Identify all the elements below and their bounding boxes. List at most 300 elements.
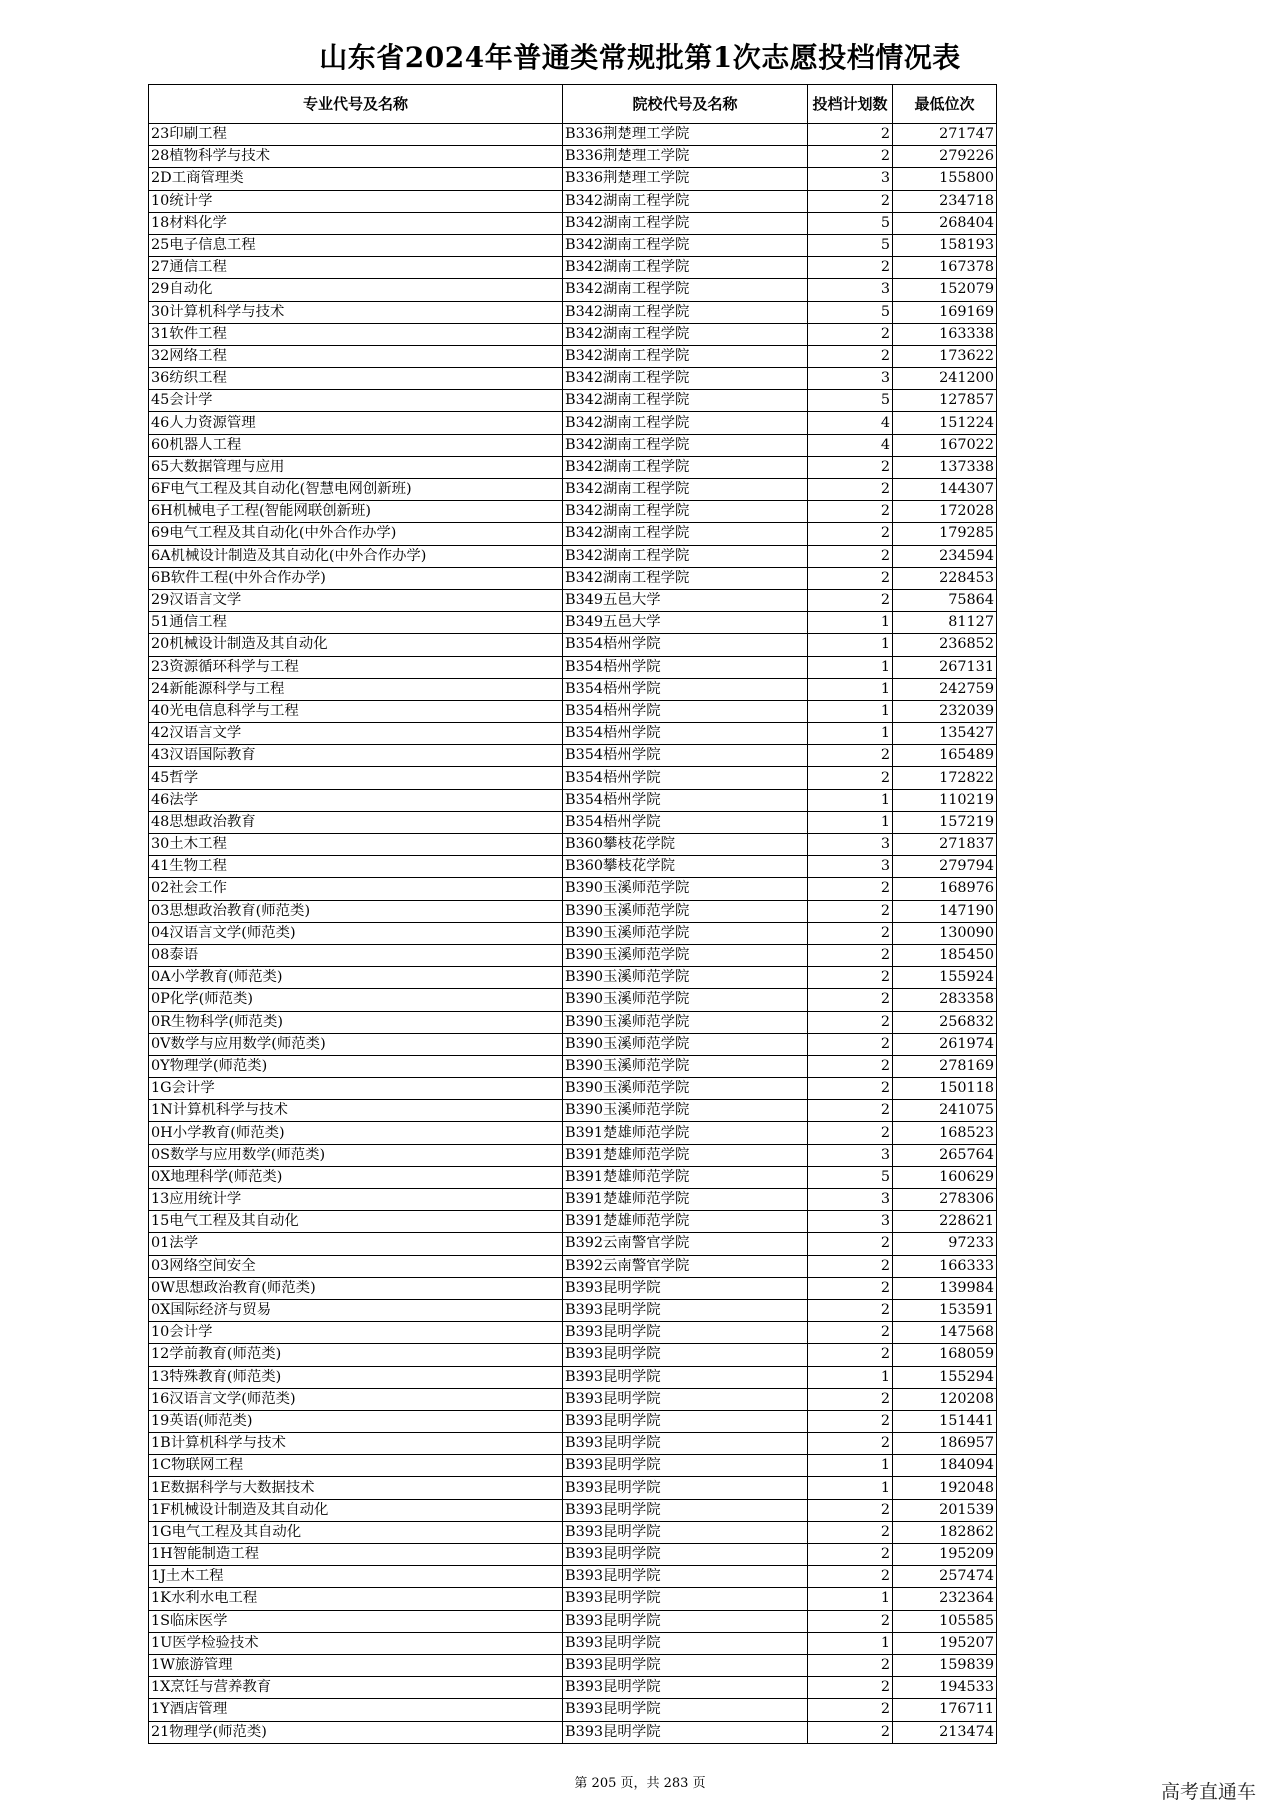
cell-school: B354梧州学院 <box>563 656 808 678</box>
cell-min-rank: 185450 <box>893 944 997 966</box>
cell-min-rank: 195209 <box>893 1544 997 1566</box>
cell-min-rank: 172822 <box>893 767 997 789</box>
cell-school: B342湖南工程学院 <box>563 323 808 345</box>
cell-major: 29自动化 <box>149 279 563 301</box>
cell-plan-count: 1 <box>808 1455 893 1477</box>
cell-min-rank: 159839 <box>893 1654 997 1676</box>
cell-major: 1S临床医学 <box>149 1610 563 1632</box>
cell-school: B391楚雄师范学院 <box>563 1144 808 1166</box>
table-row <box>149 1654 997 1676</box>
cell-school: B390玉溪师范学院 <box>563 878 808 900</box>
cell-plan-count: 2 <box>808 944 893 966</box>
table-row <box>149 678 997 700</box>
cell-plan-count: 2 <box>808 1544 893 1566</box>
cell-min-rank: 279794 <box>893 856 997 878</box>
cell-plan-count: 3 <box>808 856 893 878</box>
cell-major: 18材料化学 <box>149 212 563 234</box>
cell-school: B390玉溪师范学院 <box>563 922 808 944</box>
table-row <box>149 745 997 767</box>
cell-plan-count: 2 <box>808 1255 893 1277</box>
table-row <box>149 789 997 811</box>
cell-major: 0Y物理学(师范类) <box>149 1055 563 1077</box>
table-row <box>149 723 997 745</box>
cell-major: 1B计算机科学与技术 <box>149 1433 563 1455</box>
cell-major: 03思想政治教育(师范类) <box>149 900 563 922</box>
cell-plan-count: 2 <box>808 1499 893 1521</box>
cell-min-rank: 279226 <box>893 146 997 168</box>
cell-school: B391楚雄师范学院 <box>563 1189 808 1211</box>
cell-school: B342湖南工程学院 <box>563 368 808 390</box>
cell-plan-count: 2 <box>808 479 893 501</box>
table-row <box>149 1344 997 1366</box>
cell-min-rank: 168523 <box>893 1122 997 1144</box>
cell-major: 1H智能制造工程 <box>149 1544 563 1566</box>
cell-min-rank: 137338 <box>893 456 997 478</box>
cell-plan-count: 2 <box>808 323 893 345</box>
table-row <box>149 1388 997 1410</box>
cell-school: B390玉溪师范学院 <box>563 900 808 922</box>
cell-plan-count: 2 <box>808 1344 893 1366</box>
cell-school: B354梧州学院 <box>563 700 808 722</box>
cell-min-rank: 160629 <box>893 1166 997 1188</box>
cell-major: 1F机械设计制造及其自动化 <box>149 1499 563 1521</box>
table-row <box>149 1166 997 1188</box>
cell-major: 0X地理科学(师范类) <box>149 1166 563 1188</box>
cell-plan-count: 2 <box>808 1699 893 1721</box>
table-row <box>149 1366 997 1388</box>
admission-table-container <box>148 84 994 1744</box>
table-row <box>149 1477 997 1499</box>
cell-min-rank: 236852 <box>893 634 997 656</box>
cell-school: B390玉溪师范学院 <box>563 1011 808 1033</box>
cell-plan-count: 2 <box>808 1521 893 1543</box>
cell-plan-count: 1 <box>808 1588 893 1610</box>
cell-plan-count: 1 <box>808 634 893 656</box>
table-row <box>149 479 997 501</box>
cell-school: B390玉溪师范学院 <box>563 1100 808 1122</box>
table-row <box>149 1521 997 1543</box>
cell-plan-count: 3 <box>808 368 893 390</box>
page-footer: 第 205 页，共 283 页 <box>574 1776 706 1791</box>
header-school: 院校代号及名称 <box>563 85 808 124</box>
cell-major: 27通信工程 <box>149 257 563 279</box>
cell-major: 36纺织工程 <box>149 368 563 390</box>
cell-plan-count: 2 <box>808 567 893 589</box>
cell-min-rank: 110219 <box>893 789 997 811</box>
cell-min-rank: 265764 <box>893 1144 997 1166</box>
cell-plan-count: 2 <box>808 345 893 367</box>
cell-school: B393昆明学院 <box>563 1544 808 1566</box>
cell-major: 24新能源科学与工程 <box>149 678 563 700</box>
cell-school: B393昆明学院 <box>563 1654 808 1676</box>
header-major: 专业代号及名称 <box>149 85 563 124</box>
cell-school: B342湖南工程学院 <box>563 479 808 501</box>
table-row <box>149 1055 997 1077</box>
cell-major: 0V数学与应用数学(师范类) <box>149 1033 563 1055</box>
cell-plan-count: 3 <box>808 1144 893 1166</box>
cell-plan-count: 3 <box>808 834 893 856</box>
cell-major: 0S数学与应用数学(师范类) <box>149 1144 563 1166</box>
cell-school: B390玉溪师范学院 <box>563 944 808 966</box>
table-row <box>149 1211 997 1233</box>
cell-min-rank: 120208 <box>893 1388 997 1410</box>
cell-plan-count: 3 <box>808 1211 893 1233</box>
cell-major: 01法学 <box>149 1233 563 1255</box>
cell-school: B342湖南工程学院 <box>563 501 808 523</box>
table-row <box>149 1122 997 1144</box>
cell-school: B342湖南工程学院 <box>563 456 808 478</box>
cell-min-rank: 97233 <box>893 1233 997 1255</box>
cell-major: 16汉语言文学(师范类) <box>149 1388 563 1410</box>
table-row <box>149 190 997 212</box>
cell-school: B391楚雄师范学院 <box>563 1166 808 1188</box>
cell-min-rank: 152079 <box>893 279 997 301</box>
table-row <box>149 1455 997 1477</box>
table-row <box>149 1632 997 1654</box>
cell-major: 40光电信息科学与工程 <box>149 700 563 722</box>
cell-school: B391楚雄师范学院 <box>563 1122 808 1144</box>
cell-min-rank: 158193 <box>893 234 997 256</box>
cell-school: B393昆明学院 <box>563 1388 808 1410</box>
cell-plan-count: 2 <box>808 1100 893 1122</box>
cell-plan-count: 2 <box>808 1055 893 1077</box>
cell-major: 42汉语言文学 <box>149 723 563 745</box>
cell-min-rank: 135427 <box>893 723 997 745</box>
cell-plan-count: 2 <box>808 456 893 478</box>
cell-plan-count: 2 <box>808 1410 893 1432</box>
cell-school: B393昆明学院 <box>563 1677 808 1699</box>
table-row <box>149 1433 997 1455</box>
cell-min-rank: 182862 <box>893 1521 997 1543</box>
cell-min-rank: 150118 <box>893 1078 997 1100</box>
table-row <box>149 545 997 567</box>
table-row <box>149 257 997 279</box>
cell-major: 13特殊教育(师范类) <box>149 1366 563 1388</box>
cell-plan-count: 3 <box>808 279 893 301</box>
table-row <box>149 989 997 1011</box>
cell-min-rank: 144307 <box>893 479 997 501</box>
cell-major: 29汉语言文学 <box>149 589 563 611</box>
cell-major: 1Y酒店管理 <box>149 1699 563 1721</box>
watermark: 高考直通车 <box>1160 1781 1256 1803</box>
cell-school: B336荆楚理工学院 <box>563 124 808 146</box>
header-min-rank: 最低位次 <box>893 85 997 124</box>
cell-plan-count: 1 <box>808 1477 893 1499</box>
cell-school: B390玉溪师范学院 <box>563 1055 808 1077</box>
cell-min-rank: 256832 <box>893 1011 997 1033</box>
cell-school: B392云南警官学院 <box>563 1255 808 1277</box>
cell-min-rank: 186957 <box>893 1433 997 1455</box>
cell-major: 1N计算机科学与技术 <box>149 1100 563 1122</box>
cell-major: 0A小学教育(师范类) <box>149 967 563 989</box>
cell-plan-count: 2 <box>808 900 893 922</box>
cell-school: B393昆明学院 <box>563 1277 808 1299</box>
cell-major: 1U医学检验技术 <box>149 1632 563 1654</box>
cell-major: 23资源循环科学与工程 <box>149 656 563 678</box>
table-row <box>149 900 997 922</box>
cell-min-rank: 169169 <box>893 301 997 323</box>
cell-school: B390玉溪师范学院 <box>563 1033 808 1055</box>
table-row <box>149 700 997 722</box>
cell-min-rank: 179285 <box>893 523 997 545</box>
table-row <box>149 922 997 944</box>
table-row <box>149 1322 997 1344</box>
table-row <box>149 124 997 146</box>
cell-school: B342湖南工程学院 <box>563 412 808 434</box>
cell-min-rank: 166333 <box>893 1255 997 1277</box>
table-row <box>149 234 997 256</box>
cell-school: B393昆明学院 <box>563 1433 808 1455</box>
cell-major: 60机器人工程 <box>149 434 563 456</box>
table-row <box>149 1033 997 1055</box>
table-row <box>149 1410 997 1432</box>
cell-min-rank: 194533 <box>893 1677 997 1699</box>
cell-school: B342湖南工程学院 <box>563 345 808 367</box>
table-row <box>149 345 997 367</box>
cell-school: B342湖南工程学院 <box>563 545 808 567</box>
cell-min-rank: 201539 <box>893 1499 997 1521</box>
table-header-row <box>149 85 997 124</box>
cell-min-rank: 155294 <box>893 1366 997 1388</box>
cell-major: 1E数据科学与大数据技术 <box>149 1477 563 1499</box>
cell-school: B391楚雄师范学院 <box>563 1211 808 1233</box>
cell-plan-count: 1 <box>808 1632 893 1654</box>
table-row <box>149 390 997 412</box>
table-row <box>149 834 997 856</box>
cell-school: B336荆楚理工学院 <box>563 168 808 190</box>
table-row <box>149 412 997 434</box>
cell-major: 1X烹饪与营养教育 <box>149 1677 563 1699</box>
cell-min-rank: 163338 <box>893 323 997 345</box>
cell-min-rank: 168059 <box>893 1344 997 1366</box>
cell-plan-count: 2 <box>808 922 893 944</box>
table-row <box>149 1610 997 1632</box>
cell-min-rank: 173622 <box>893 345 997 367</box>
cell-major: 6A机械设计制造及其自动化(中外合作办学) <box>149 545 563 567</box>
cell-min-rank: 228453 <box>893 567 997 589</box>
cell-school: B393昆明学院 <box>563 1455 808 1477</box>
cell-min-rank: 283358 <box>893 989 997 1011</box>
cell-plan-count: 1 <box>808 811 893 833</box>
cell-min-rank: 232039 <box>893 700 997 722</box>
cell-school: B393昆明学院 <box>563 1721 808 1743</box>
cell-plan-count: 1 <box>808 789 893 811</box>
cell-plan-count: 2 <box>808 1322 893 1344</box>
table-row <box>149 1189 997 1211</box>
cell-plan-count: 1 <box>808 656 893 678</box>
table-row <box>149 1078 997 1100</box>
cell-major: 12学前教育(师范类) <box>149 1344 563 1366</box>
cell-school: B342湖南工程学院 <box>563 390 808 412</box>
cell-major: 32网络工程 <box>149 345 563 367</box>
cell-min-rank: 176711 <box>893 1699 997 1721</box>
cell-major: 1G电气工程及其自动化 <box>149 1521 563 1543</box>
table-row <box>149 456 997 478</box>
table-row <box>149 589 997 611</box>
cell-min-rank: 261974 <box>893 1033 997 1055</box>
cell-major: 28植物科学与技术 <box>149 146 563 168</box>
cell-major: 0H小学教育(师范类) <box>149 1122 563 1144</box>
cell-school: B393昆明学院 <box>563 1610 808 1632</box>
cell-major: 25电子信息工程 <box>149 234 563 256</box>
cell-major: 0W思想政治教育(师范类) <box>149 1277 563 1299</box>
cell-plan-count: 2 <box>808 1433 893 1455</box>
cell-major: 46法学 <box>149 789 563 811</box>
cell-school: B393昆明学院 <box>563 1410 808 1432</box>
cell-min-rank: 167378 <box>893 257 997 279</box>
cell-major: 51通信工程 <box>149 612 563 634</box>
cell-major: 1J土木工程 <box>149 1566 563 1588</box>
cell-school: B342湖南工程学院 <box>563 301 808 323</box>
cell-school: B349五邑大学 <box>563 589 808 611</box>
cell-major: 03网络空间安全 <box>149 1255 563 1277</box>
cell-plan-count: 2 <box>808 1011 893 1033</box>
table-row <box>149 1677 997 1699</box>
cell-major: 08泰语 <box>149 944 563 966</box>
cell-min-rank: 155800 <box>893 168 997 190</box>
table-row <box>149 1144 997 1166</box>
cell-school: B393昆明学院 <box>563 1566 808 1588</box>
cell-plan-count: 2 <box>808 1721 893 1743</box>
cell-plan-count: 2 <box>808 1388 893 1410</box>
cell-min-rank: 130090 <box>893 922 997 944</box>
cell-plan-count: 2 <box>808 1078 893 1100</box>
cell-school: B354梧州学院 <box>563 767 808 789</box>
admission-table <box>148 84 997 1744</box>
cell-plan-count: 1 <box>808 700 893 722</box>
cell-min-rank: 147568 <box>893 1322 997 1344</box>
cell-school: B393昆明学院 <box>563 1588 808 1610</box>
cell-major: 41生物工程 <box>149 856 563 878</box>
cell-plan-count: 2 <box>808 1566 893 1588</box>
cell-major: 30计算机科学与技术 <box>149 301 563 323</box>
cell-school: B342湖南工程学院 <box>563 523 808 545</box>
header-plan-count: 投档计划数 <box>808 85 893 124</box>
cell-major: 6H机械电子工程(智能网联创新班) <box>149 501 563 523</box>
cell-major: 23印刷工程 <box>149 124 563 146</box>
cell-school: B390玉溪师范学院 <box>563 989 808 1011</box>
cell-school: B393昆明学院 <box>563 1699 808 1721</box>
cell-min-rank: 184094 <box>893 1455 997 1477</box>
cell-plan-count: 2 <box>808 124 893 146</box>
table-row <box>149 1566 997 1588</box>
cell-school: B336荆楚理工学院 <box>563 146 808 168</box>
cell-min-rank: 234594 <box>893 545 997 567</box>
cell-major: 6B软件工程(中外合作办学) <box>149 567 563 589</box>
cell-min-rank: 165489 <box>893 745 997 767</box>
cell-plan-count: 2 <box>808 146 893 168</box>
cell-min-rank: 213474 <box>893 1721 997 1743</box>
table-row <box>149 323 997 345</box>
table-row <box>149 146 997 168</box>
cell-major: 13应用统计学 <box>149 1189 563 1211</box>
cell-major: 2D工商管理类 <box>149 168 563 190</box>
cell-plan-count: 2 <box>808 1277 893 1299</box>
table-row <box>149 767 997 789</box>
cell-plan-count: 2 <box>808 745 893 767</box>
cell-min-rank: 195207 <box>893 1632 997 1654</box>
table-row <box>149 1233 997 1255</box>
cell-plan-count: 4 <box>808 434 893 456</box>
cell-min-rank: 241075 <box>893 1100 997 1122</box>
cell-school: B360攀枝花学院 <box>563 856 808 878</box>
cell-min-rank: 278169 <box>893 1055 997 1077</box>
cell-plan-count: 2 <box>808 1299 893 1321</box>
table-row <box>149 168 997 190</box>
cell-school: B360攀枝花学院 <box>563 834 808 856</box>
table-row <box>149 856 997 878</box>
cell-plan-count: 2 <box>808 1677 893 1699</box>
cell-plan-count: 5 <box>808 234 893 256</box>
cell-min-rank: 167022 <box>893 434 997 456</box>
cell-major: 45会计学 <box>149 390 563 412</box>
table-row <box>149 567 997 589</box>
cell-school: B393昆明学院 <box>563 1299 808 1321</box>
cell-major: 31软件工程 <box>149 323 563 345</box>
table-row <box>149 878 997 900</box>
cell-school: B354梧州学院 <box>563 634 808 656</box>
cell-school: B349五邑大学 <box>563 612 808 634</box>
table-row <box>149 501 997 523</box>
cell-min-rank: 147190 <box>893 900 997 922</box>
table-row <box>149 1588 997 1610</box>
cell-major: 65大数据管理与应用 <box>149 456 563 478</box>
cell-plan-count: 2 <box>808 878 893 900</box>
cell-school: B342湖南工程学院 <box>563 212 808 234</box>
cell-major: 30土木工程 <box>149 834 563 856</box>
cell-min-rank: 242759 <box>893 678 997 700</box>
table-row <box>149 523 997 545</box>
cell-min-rank: 151441 <box>893 1410 997 1432</box>
cell-school: B392云南警官学院 <box>563 1233 808 1255</box>
cell-min-rank: 228621 <box>893 1211 997 1233</box>
cell-min-rank: 278306 <box>893 1189 997 1211</box>
cell-major: 21物理学(师范类) <box>149 1721 563 1743</box>
cell-plan-count: 2 <box>808 523 893 545</box>
cell-major: 15电气工程及其自动化 <box>149 1211 563 1233</box>
cell-plan-count: 5 <box>808 212 893 234</box>
cell-major: 1K水利水电工程 <box>149 1588 563 1610</box>
table-row <box>149 434 997 456</box>
page-title: 山东省2024年普通类常规批第1次志愿投档情况表 <box>319 41 961 74</box>
cell-min-rank: 127857 <box>893 390 997 412</box>
cell-major: 19英语(师范类) <box>149 1410 563 1432</box>
table-row <box>149 1699 997 1721</box>
cell-plan-count: 2 <box>808 257 893 279</box>
table-row <box>149 1255 997 1277</box>
table-row <box>149 1299 997 1321</box>
cell-school: B393昆明学院 <box>563 1344 808 1366</box>
cell-plan-count: 1 <box>808 723 893 745</box>
cell-major: 69电气工程及其自动化(中外合作办学) <box>149 523 563 545</box>
cell-plan-count: 2 <box>808 190 893 212</box>
table-row <box>149 1544 997 1566</box>
cell-school: B393昆明学院 <box>563 1477 808 1499</box>
cell-school: B342湖南工程学院 <box>563 434 808 456</box>
table-row <box>149 1721 997 1743</box>
cell-major: 0P化学(师范类) <box>149 989 563 1011</box>
cell-plan-count: 2 <box>808 1122 893 1144</box>
cell-plan-count: 1 <box>808 1366 893 1388</box>
cell-min-rank: 241200 <box>893 368 997 390</box>
cell-major: 02社会工作 <box>149 878 563 900</box>
cell-school: B390玉溪师范学院 <box>563 1078 808 1100</box>
cell-school: B354梧州学院 <box>563 789 808 811</box>
cell-min-rank: 75864 <box>893 589 997 611</box>
table-row <box>149 1100 997 1122</box>
cell-major: 6F电气工程及其自动化(智慧电网创新班) <box>149 479 563 501</box>
cell-major: 04汉语言文学(师范类) <box>149 922 563 944</box>
